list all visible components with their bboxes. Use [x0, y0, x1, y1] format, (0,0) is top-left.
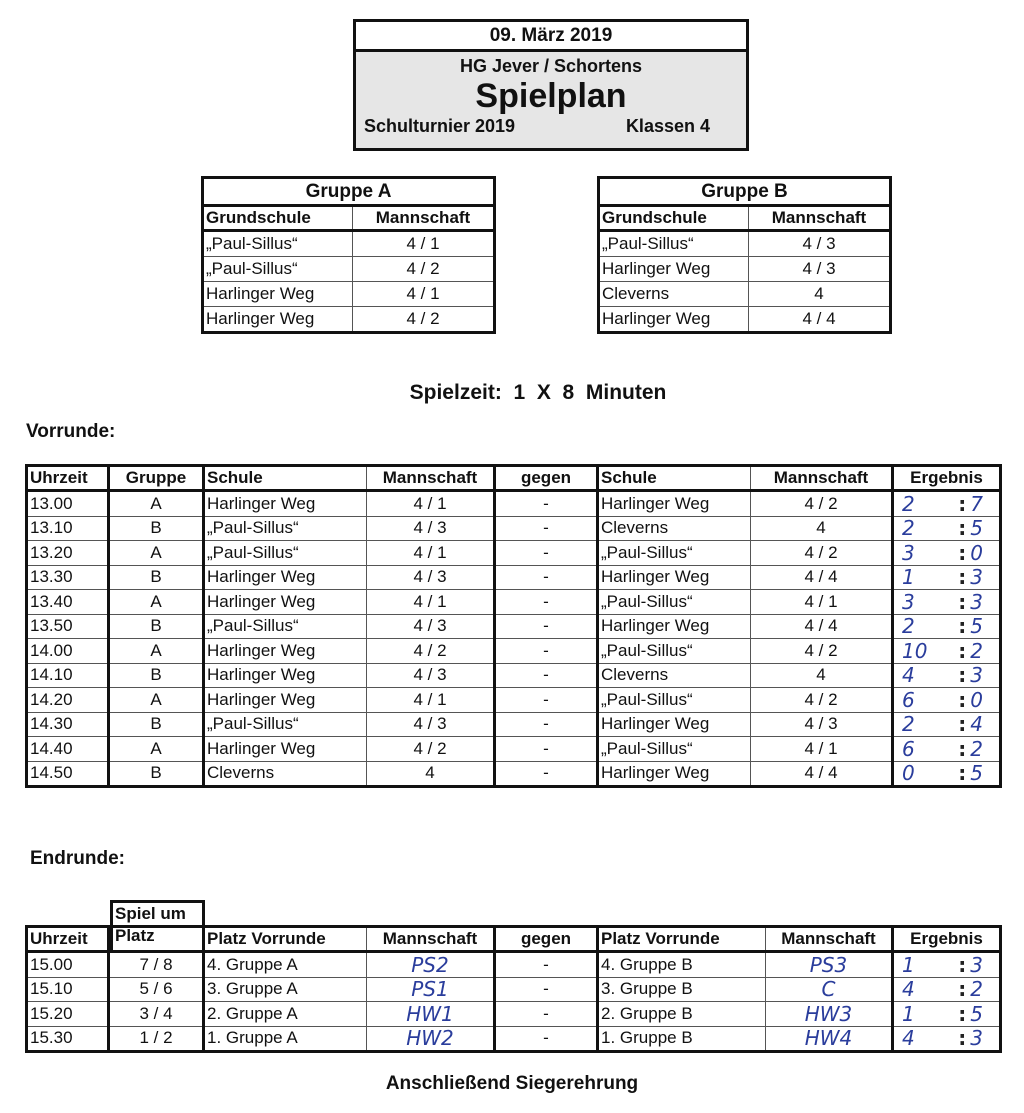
- table-row: [203, 257, 495, 282]
- home-team: 4 / 1: [367, 541, 495, 566]
- score-separator: :: [958, 614, 967, 639]
- score-separator: :: [958, 565, 967, 590]
- versus-dash: -: [495, 614, 598, 639]
- result-cell: [893, 737, 1001, 762]
- home-school: Harlinger Weg: [204, 590, 367, 615]
- away-team: 4 / 2: [751, 491, 893, 517]
- score-home: 2: [902, 491, 915, 516]
- score-home: 3: [902, 589, 915, 614]
- handwritten-score: [896, 762, 997, 784]
- score-away: 5: [970, 761, 983, 786]
- vorrunde-label: Vorrunde:: [26, 421, 116, 442]
- score-home: 1: [902, 565, 915, 590]
- handwritten-score: [896, 542, 997, 564]
- away-school: „Paul-Sillus“: [598, 639, 751, 664]
- versus-dash: -: [495, 977, 598, 1002]
- away-team: 4 / 2: [751, 688, 893, 713]
- tournament-name: Schulturnier 2019: [364, 116, 516, 136]
- column-header: Mannschaft: [353, 206, 495, 231]
- match-group: B: [109, 663, 204, 688]
- handwritten-score: [896, 738, 997, 760]
- result-cell: [893, 663, 1001, 688]
- result-cell: [893, 1002, 1001, 1027]
- versus-dash: -: [495, 663, 598, 688]
- placement-game: 1 / 2: [109, 1026, 204, 1052]
- team-number: 4 / 1: [353, 282, 495, 307]
- column-header: Uhrzeit: [27, 466, 109, 491]
- score-home: 1: [902, 952, 915, 977]
- away-school: „Paul-Sillus“: [598, 590, 751, 615]
- away-team: 4: [751, 663, 893, 688]
- versus-dash: -: [495, 761, 598, 787]
- score-home: 4: [902, 977, 915, 1002]
- school-name: „Paul-Sillus“: [203, 231, 353, 257]
- match-time: 13.50: [27, 614, 109, 639]
- away-team-handwritten: HW3: [766, 1002, 893, 1027]
- versus-dash: -: [495, 1002, 598, 1027]
- score-away: 2: [970, 977, 983, 1002]
- match-time: 14.30: [27, 712, 109, 737]
- column-header: Platz: [115, 926, 155, 945]
- score-separator: :: [958, 516, 967, 541]
- home-group-rank: 3. Gruppe A: [204, 977, 367, 1002]
- home-school: Harlinger Weg: [204, 688, 367, 713]
- score-away: 3: [970, 565, 983, 590]
- match-row: [27, 541, 1001, 566]
- match-row: [27, 688, 1001, 713]
- match-row: [27, 491, 1001, 517]
- home-school: „Paul-Sillus“: [204, 712, 367, 737]
- column-header-spacer: [109, 927, 204, 952]
- handwritten-score: [896, 566, 997, 588]
- away-team: 4 / 1: [751, 590, 893, 615]
- away-school: Harlinger Weg: [598, 614, 751, 639]
- score-away: 0: [970, 540, 983, 565]
- away-school: „Paul-Sillus“: [598, 737, 751, 762]
- versus-dash: -: [495, 516, 598, 541]
- match-time: 13.20: [27, 541, 109, 566]
- match-time: 14.40: [27, 737, 109, 762]
- match-time: 14.00: [27, 639, 109, 664]
- handwritten-score: [896, 713, 997, 735]
- score-separator: :: [958, 687, 967, 712]
- home-team-handwritten: HW2: [367, 1026, 495, 1052]
- score-away: 3: [970, 952, 983, 977]
- table-row: [599, 307, 891, 333]
- vorrunde-table: [25, 464, 1002, 788]
- organization: HG Jever / Schortens: [459, 56, 643, 76]
- away-group-rank: 3. Gruppe B: [598, 977, 766, 1002]
- match-row: [27, 516, 1001, 541]
- placement-game: 5 / 6: [109, 977, 204, 1002]
- away-school: Harlinger Weg: [598, 761, 751, 787]
- home-team-handwritten: HW1: [367, 1002, 495, 1027]
- result-cell: [893, 952, 1001, 978]
- final-match-row: [27, 1002, 1001, 1027]
- away-school: Cleverns: [598, 516, 751, 541]
- home-school: „Paul-Sillus“: [204, 516, 367, 541]
- score-away: 7: [970, 491, 983, 516]
- group-b-table: [597, 176, 892, 334]
- home-team: 4 / 3: [367, 712, 495, 737]
- handwritten-score: [896, 1003, 997, 1025]
- home-team: 4 / 3: [367, 663, 495, 688]
- score-away: 2: [970, 736, 983, 761]
- handwritten-score: [896, 591, 997, 613]
- school-name: „Paul-Sillus“: [203, 257, 353, 282]
- home-team-handwritten: PS1: [367, 977, 495, 1002]
- column-header: Mannschaft: [367, 927, 495, 952]
- away-team: 4 / 2: [751, 541, 893, 566]
- away-school: Harlinger Weg: [598, 565, 751, 590]
- column-header: Schule: [204, 466, 367, 491]
- table-row: [599, 257, 891, 282]
- column-header: Grundschule: [203, 206, 353, 231]
- match-time: 14.20: [27, 688, 109, 713]
- column-header: Gruppe: [109, 466, 204, 491]
- versus-dash: -: [495, 541, 598, 566]
- school-name: Harlinger Weg: [599, 307, 749, 333]
- class-level: Klassen 4: [625, 116, 710, 136]
- home-school: „Paul-Sillus“: [204, 541, 367, 566]
- column-header: Ergebnis: [893, 466, 1001, 491]
- score-separator: :: [958, 638, 967, 663]
- team-number: 4 / 2: [353, 257, 495, 282]
- result-cell: [893, 688, 1001, 713]
- match-group: A: [109, 688, 204, 713]
- score-separator: :: [958, 712, 967, 737]
- school-name: Harlinger Weg: [599, 257, 749, 282]
- home-school: Harlinger Weg: [204, 663, 367, 688]
- column-header: Spiel um: [115, 904, 186, 923]
- score-separator: :: [958, 491, 967, 516]
- table-row: [203, 231, 495, 257]
- column-header: Mannschaft: [766, 927, 893, 952]
- home-group-rank: 4. Gruppe A: [204, 952, 367, 978]
- handwritten-score: [896, 493, 997, 515]
- final-match-row: [27, 977, 1001, 1002]
- handwritten-score: [896, 615, 997, 637]
- away-school: „Paul-Sillus“: [598, 541, 751, 566]
- score-home: 1: [902, 1001, 915, 1026]
- away-school: Harlinger Weg: [598, 491, 751, 517]
- score-separator: :: [958, 589, 967, 614]
- score-separator: :: [958, 663, 967, 688]
- score-separator: :: [958, 1001, 967, 1026]
- home-group-rank: 1. Gruppe A: [204, 1026, 367, 1052]
- endrunde-label: Endrunde:: [30, 848, 125, 869]
- result-cell: [893, 565, 1001, 590]
- result-cell: [893, 491, 1001, 517]
- score-home: 3: [902, 540, 915, 565]
- score-home: 10: [902, 638, 928, 663]
- home-school: Cleverns: [204, 761, 367, 787]
- score-home: 4: [902, 663, 915, 688]
- column-header: gegen: [495, 927, 598, 952]
- team-number: 4 / 2: [353, 307, 495, 333]
- match-group: A: [109, 639, 204, 664]
- home-team: 4 / 1: [367, 491, 495, 517]
- school-name: Harlinger Weg: [203, 307, 353, 333]
- match-time: 13.10: [27, 516, 109, 541]
- score-separator: :: [958, 540, 967, 565]
- school-name: „Paul-Sillus“: [599, 231, 749, 257]
- match-group: A: [109, 590, 204, 615]
- page-title: Spielplan: [475, 77, 627, 115]
- column-header: Mannschaft: [749, 206, 891, 231]
- match-row: [27, 639, 1001, 664]
- result-cell: [893, 614, 1001, 639]
- column-header: Schule: [598, 466, 751, 491]
- match-time: 15.30: [27, 1026, 109, 1052]
- score-away: 5: [970, 516, 983, 541]
- score-separator: :: [958, 761, 967, 786]
- away-team: 4 / 3: [751, 712, 893, 737]
- handwritten-score: [896, 664, 997, 686]
- group-title: Gruppe B: [599, 178, 891, 206]
- match-row: [27, 614, 1001, 639]
- score-separator: :: [958, 952, 967, 977]
- score-home: 4: [902, 1026, 915, 1051]
- away-group-rank: 2. Gruppe B: [598, 1002, 766, 1027]
- match-time: 15.10: [27, 977, 109, 1002]
- score-separator: :: [958, 1026, 967, 1051]
- match-row: [27, 663, 1001, 688]
- score-separator: :: [958, 736, 967, 761]
- table-row: [203, 282, 495, 307]
- match-time: 13.00: [27, 491, 109, 517]
- final-match-row: [27, 1026, 1001, 1052]
- score-separator: :: [958, 977, 967, 1002]
- away-team: 4 / 4: [751, 565, 893, 590]
- table-row: [599, 231, 891, 257]
- match-time: 15.00: [27, 952, 109, 978]
- score-away: 0: [970, 687, 983, 712]
- match-group: B: [109, 761, 204, 787]
- column-header: Uhrzeit: [27, 927, 109, 952]
- subtitle-row: [356, 115, 746, 137]
- match-time: 13.40: [27, 590, 109, 615]
- column-header: Mannschaft: [751, 466, 893, 491]
- home-school: Harlinger Weg: [204, 737, 367, 762]
- result-cell: [893, 761, 1001, 787]
- result-cell: [893, 516, 1001, 541]
- match-row: [27, 737, 1001, 762]
- group-a-table: [201, 176, 496, 334]
- column-header: gegen: [495, 466, 598, 491]
- away-team-handwritten: HW4: [766, 1026, 893, 1052]
- score-home: 6: [902, 736, 915, 761]
- match-row: [27, 712, 1001, 737]
- home-school: Harlinger Weg: [204, 639, 367, 664]
- match-group: B: [109, 712, 204, 737]
- away-team: 4 / 1: [751, 737, 893, 762]
- away-team-handwritten: C: [766, 977, 893, 1002]
- score-away: 3: [970, 663, 983, 688]
- home-team-handwritten: PS2: [367, 952, 495, 978]
- match-group: A: [109, 541, 204, 566]
- versus-dash: -: [495, 712, 598, 737]
- team-number: 4 / 3: [749, 257, 891, 282]
- score-away: 5: [970, 1001, 983, 1026]
- match-time: 15.20: [27, 1002, 109, 1027]
- versus-dash: -: [495, 952, 598, 978]
- school-name: Cleverns: [599, 282, 749, 307]
- home-team: 4 / 1: [367, 590, 495, 615]
- score-away: 4: [970, 712, 983, 737]
- away-team-handwritten: PS3: [766, 952, 893, 978]
- home-team: 4 / 2: [367, 737, 495, 762]
- score-home: 2: [902, 614, 915, 639]
- home-team: 4: [367, 761, 495, 787]
- handwritten-score: [896, 1027, 997, 1049]
- result-cell: [893, 1026, 1001, 1052]
- table-row: [203, 307, 495, 333]
- away-group-rank: 4. Gruppe B: [598, 952, 766, 978]
- score-home: 2: [902, 516, 915, 541]
- table-row: [599, 282, 891, 307]
- score-away: 3: [970, 1026, 983, 1051]
- match-row: [27, 761, 1001, 787]
- match-group: A: [109, 491, 204, 517]
- column-header: Ergebnis: [893, 927, 1001, 952]
- match-time: 14.10: [27, 663, 109, 688]
- placement-game: 7 / 8: [109, 952, 204, 978]
- column-header: Platz Vorrunde: [598, 927, 766, 952]
- home-team: 4 / 2: [367, 639, 495, 664]
- match-row: [27, 565, 1001, 590]
- score-home: 0: [902, 761, 915, 786]
- away-team: 4 / 4: [751, 614, 893, 639]
- home-school: Harlinger Weg: [204, 565, 367, 590]
- match-group: B: [109, 614, 204, 639]
- result-cell: [893, 977, 1001, 1002]
- home-school: „Paul-Sillus“: [204, 614, 367, 639]
- match-group: B: [109, 516, 204, 541]
- versus-dash: -: [495, 688, 598, 713]
- home-team: 4 / 3: [367, 614, 495, 639]
- handwritten-score: [896, 978, 997, 1000]
- match-row: [27, 590, 1001, 615]
- score-away: 5: [970, 614, 983, 639]
- home-team: 4 / 1: [367, 688, 495, 713]
- away-school: Harlinger Weg: [598, 712, 751, 737]
- away-team: 4: [751, 516, 893, 541]
- away-group-rank: 1. Gruppe B: [598, 1026, 766, 1052]
- away-school: „Paul-Sillus“: [598, 688, 751, 713]
- placement-game: 3 / 4: [109, 1002, 204, 1027]
- versus-dash: -: [495, 491, 598, 517]
- away-school: Cleverns: [598, 663, 751, 688]
- title-box: [353, 19, 749, 151]
- team-number: 4 / 4: [749, 307, 891, 333]
- score-home: 2: [902, 712, 915, 737]
- playtime-info: Spielzeit: 1 X 8 Minuten: [409, 381, 667, 404]
- home-group-rank: 2. Gruppe A: [204, 1002, 367, 1027]
- home-school: Harlinger Weg: [204, 491, 367, 517]
- home-team: 4 / 3: [367, 516, 495, 541]
- result-cell: [893, 541, 1001, 566]
- score-away: 2: [970, 638, 983, 663]
- versus-dash: -: [495, 639, 598, 664]
- versus-dash: -: [495, 1026, 598, 1052]
- column-header: Platz Vorrunde: [204, 927, 367, 952]
- column-header: Mannschaft: [367, 466, 495, 491]
- match-time: 14.50: [27, 761, 109, 787]
- versus-dash: -: [495, 737, 598, 762]
- column-header: Grundschule: [599, 206, 749, 231]
- handwritten-score: [896, 689, 997, 711]
- handwritten-score: [896, 954, 997, 976]
- score-home: 6: [902, 687, 915, 712]
- team-number: 4: [749, 282, 891, 307]
- match-time: 13.30: [27, 565, 109, 590]
- group-title: Gruppe A: [203, 178, 495, 206]
- result-cell: [893, 639, 1001, 664]
- versus-dash: -: [495, 565, 598, 590]
- team-number: 4 / 1: [353, 231, 495, 257]
- match-group: A: [109, 737, 204, 762]
- away-team: 4 / 2: [751, 639, 893, 664]
- endrunde-table: [25, 925, 1002, 1053]
- school-name: Harlinger Weg: [203, 282, 353, 307]
- handwritten-score: [896, 640, 997, 662]
- event-date: 09. März 2019: [356, 22, 746, 52]
- result-cell: [893, 712, 1001, 737]
- handwritten-score: [896, 517, 997, 539]
- footer-note: Anschließend Siegerehrung: [385, 1073, 639, 1094]
- team-number: 4 / 3: [749, 231, 891, 257]
- match-group: B: [109, 565, 204, 590]
- away-team: 4 / 4: [751, 761, 893, 787]
- versus-dash: -: [495, 590, 598, 615]
- home-team: 4 / 3: [367, 565, 495, 590]
- final-match-row: [27, 952, 1001, 978]
- score-away: 3: [970, 589, 983, 614]
- result-cell: [893, 590, 1001, 615]
